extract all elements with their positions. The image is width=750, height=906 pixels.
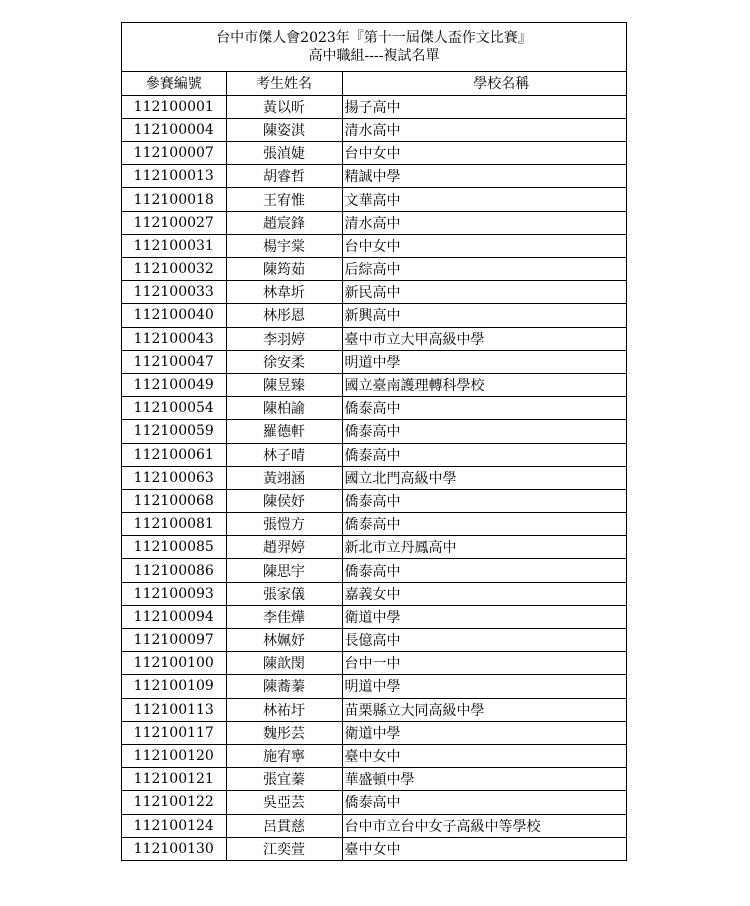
school-name: 新民高中: [342, 281, 626, 304]
student-name: 張宜蓁: [226, 768, 342, 791]
table-row: [122, 513, 626, 536]
student-name: 江奕萱: [226, 837, 342, 860]
school-name: 僑泰高中: [342, 489, 626, 512]
entry-number: 112100100: [122, 652, 226, 675]
student-name: 張愷方: [226, 513, 342, 536]
student-name: 趙羿婷: [226, 536, 342, 559]
table-row: [122, 466, 626, 489]
table-row: [122, 118, 626, 141]
column-header-name: 考生姓名: [226, 72, 342, 95]
table-row: [122, 420, 626, 443]
school-name: 新北市立丹鳳高中: [342, 536, 626, 559]
table-row: [122, 373, 626, 396]
table-row: [122, 142, 626, 165]
table-row: [122, 721, 626, 744]
student-name: 黃翊涵: [226, 466, 342, 489]
school-name: 台中市立台中女子高級中等學校: [342, 814, 626, 837]
student-name: 林子晴: [226, 443, 342, 466]
table-row: [122, 559, 626, 582]
entry-number: 112100032: [122, 258, 226, 281]
school-name: 臺中女中: [342, 744, 626, 767]
table-row: [122, 234, 626, 257]
school-name: 長億高中: [342, 629, 626, 652]
student-name: 楊宇棠: [226, 234, 342, 257]
school-name: 臺中市立大甲高級中學: [342, 327, 626, 350]
student-name: 黃以昕: [226, 95, 342, 118]
student-name: 陳筠茹: [226, 258, 342, 281]
student-name: 陳柏諭: [226, 397, 342, 420]
table-row: [122, 489, 626, 512]
student-name: 李羽婷: [226, 327, 342, 350]
table-row: [122, 211, 626, 234]
table-row: [122, 281, 626, 304]
entry-number: 112100085: [122, 536, 226, 559]
table-row: [122, 443, 626, 466]
school-name: 國立北門高級中學: [342, 466, 626, 489]
school-name: 新興高中: [342, 304, 626, 327]
school-name: 僑泰高中: [342, 559, 626, 582]
table-row: [122, 652, 626, 675]
entry-number: 112100124: [122, 814, 226, 837]
entry-number: 112100063: [122, 466, 226, 489]
school-name: 台中女中: [342, 234, 626, 257]
school-name: 明道中學: [342, 350, 626, 373]
school-name: 清水高中: [342, 118, 626, 141]
table-row: [122, 837, 626, 860]
entry-number: 112100086: [122, 559, 226, 582]
table-row: [122, 675, 626, 698]
table-row: [122, 350, 626, 373]
table-row: [122, 582, 626, 605]
student-name: 陳姿淇: [226, 118, 342, 141]
student-name: 徐安柔: [226, 350, 342, 373]
entry-number: 112100004: [122, 118, 226, 141]
entry-number: 112100043: [122, 327, 226, 350]
school-name: 揚子高中: [342, 95, 626, 118]
student-name: 張湞婕: [226, 142, 342, 165]
student-name: 林祐圩: [226, 698, 342, 721]
school-name: 嘉義女中: [342, 582, 626, 605]
school-name: 精誠中學: [342, 165, 626, 188]
school-name: 僑泰高中: [342, 397, 626, 420]
table-row: [122, 188, 626, 211]
document-subtitle: 高中職組----複試名單: [308, 48, 440, 64]
roster-body: [122, 95, 626, 860]
school-name: 台中女中: [342, 142, 626, 165]
student-name: 李佳燁: [226, 605, 342, 628]
table-row: [122, 791, 626, 814]
entry-number: 112100130: [122, 837, 226, 860]
student-name: 張家儀: [226, 582, 342, 605]
student-name: 施宥寧: [226, 744, 342, 767]
school-name: 清水高中: [342, 211, 626, 234]
table-row: [122, 744, 626, 767]
table-row: [122, 629, 626, 652]
roster-table: [122, 72, 626, 860]
student-name: 魏彤芸: [226, 721, 342, 744]
school-name: 僑泰高中: [342, 791, 626, 814]
entry-number: 112100109: [122, 675, 226, 698]
column-header-id: 參賽編號: [122, 72, 226, 95]
school-name: 衛道中學: [342, 721, 626, 744]
entry-number: 112100049: [122, 373, 226, 396]
student-name: 林韋圻: [226, 281, 342, 304]
school-name: 僑泰高中: [342, 443, 626, 466]
entry-number: 112100068: [122, 489, 226, 512]
student-name: 林姵妤: [226, 629, 342, 652]
student-name: 陳昱臻: [226, 373, 342, 396]
school-name: 衛道中學: [342, 605, 626, 628]
entry-number: 112100047: [122, 350, 226, 373]
table-row: [122, 327, 626, 350]
entry-number: 112100001: [122, 95, 226, 118]
table-row: [122, 258, 626, 281]
table-row: [122, 95, 626, 118]
table-row: [122, 605, 626, 628]
table-row: [122, 304, 626, 327]
entry-number: 112100113: [122, 698, 226, 721]
roster-sheet: [121, 22, 627, 861]
header-row: [122, 72, 626, 95]
entry-number: 112100120: [122, 744, 226, 767]
entry-number: 112100040: [122, 304, 226, 327]
student-name: 呂貫慈: [226, 814, 342, 837]
table-row: [122, 165, 626, 188]
column-header-school: 學校名稱: [342, 72, 626, 95]
entry-number: 112100094: [122, 605, 226, 628]
entry-number: 112100093: [122, 582, 226, 605]
school-name: 華盛頓中學: [342, 768, 626, 791]
table-row: [122, 814, 626, 837]
entry-number: 112100121: [122, 768, 226, 791]
school-name: 明道中學: [342, 675, 626, 698]
entry-number: 112100007: [122, 142, 226, 165]
student-name: 胡睿哲: [226, 165, 342, 188]
entry-number: 112100054: [122, 397, 226, 420]
school-name: 后綜高中: [342, 258, 626, 281]
entry-number: 112100031: [122, 234, 226, 257]
school-name: 僑泰高中: [342, 513, 626, 536]
entry-number: 112100027: [122, 211, 226, 234]
entry-number: 112100013: [122, 165, 226, 188]
entry-number: 112100018: [122, 188, 226, 211]
student-name: 林彤恩: [226, 304, 342, 327]
school-name: 台中一中: [342, 652, 626, 675]
document-title: 台中市傑人會2023年『第十一屆傑人盃作文比賽』: [216, 30, 532, 46]
student-name: 羅德軒: [226, 420, 342, 443]
student-name: 趙宸鋒: [226, 211, 342, 234]
school-name: 國立臺南護理轉科學校: [342, 373, 626, 396]
student-name: 吳亞芸: [226, 791, 342, 814]
table-row: [122, 698, 626, 721]
entry-number: 112100081: [122, 513, 226, 536]
entry-number: 112100059: [122, 420, 226, 443]
student-name: 陳思宇: [226, 559, 342, 582]
school-name: 文華高中: [342, 188, 626, 211]
table-row: [122, 397, 626, 420]
entry-number: 112100061: [122, 443, 226, 466]
entry-number: 112100117: [122, 721, 226, 744]
table-row: [122, 768, 626, 791]
school-name: 苗栗縣立大同高級中學: [342, 698, 626, 721]
entry-number: 112100122: [122, 791, 226, 814]
student-name: 陳蕎蓁: [226, 675, 342, 698]
entry-number: 112100097: [122, 629, 226, 652]
school-name: 僑泰高中: [342, 420, 626, 443]
title-block: [122, 23, 626, 72]
student-name: 王宥惟: [226, 188, 342, 211]
entry-number: 112100033: [122, 281, 226, 304]
table-row: [122, 536, 626, 559]
student-name: 陳歆閔: [226, 652, 342, 675]
school-name: 臺中女中: [344, 842, 401, 859]
student-name: 陳侯妤: [226, 489, 342, 512]
